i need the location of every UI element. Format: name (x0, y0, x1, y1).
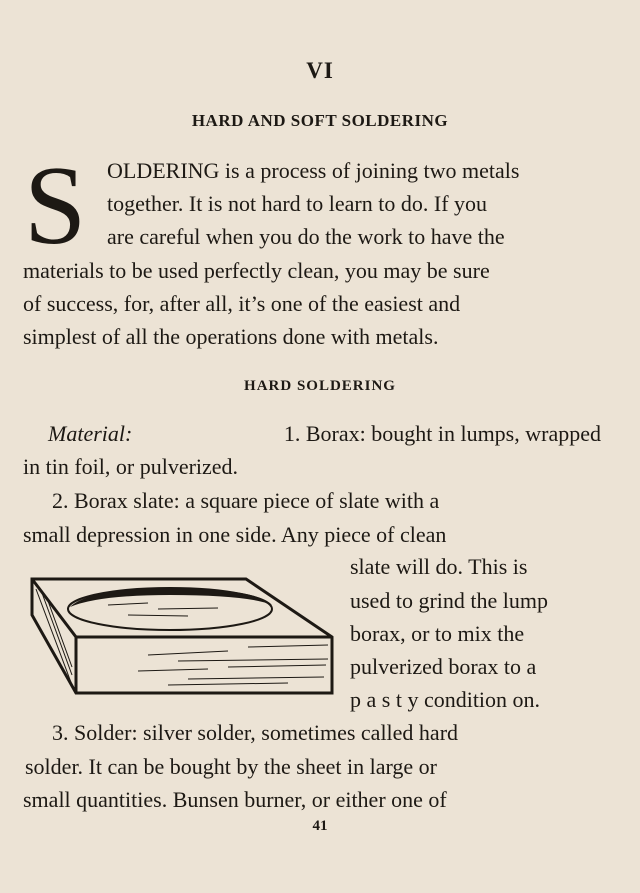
intro-line-text: are careful when you do the work to have the (107, 224, 505, 249)
section-heading: HARD SOLDERING (244, 378, 396, 394)
intro-line-6 (23, 320, 601, 353)
wrap-line-3 (350, 617, 601, 650)
wrap-line-4 (350, 650, 601, 683)
item-1-text: 1. Borax: bought in lumps, wrapped (283, 421, 601, 446)
drop-cap: S (24, 144, 87, 268)
section-line-text: small depression in one side. Any piece of clean (23, 522, 447, 547)
wrap-line-text: p a s t y condition on. (350, 687, 541, 712)
intro-line-text: OLDERING is a process of joining two metals (107, 158, 520, 183)
page-number: 41 (312, 818, 328, 834)
borax-slate-figure (28, 575, 336, 695)
intro-line-2 (107, 187, 601, 220)
intro-line-5 (23, 287, 601, 320)
after-line-1 (52, 716, 601, 749)
intro-line-1 (107, 154, 601, 187)
section-line-2 (23, 450, 601, 483)
section-line-text: in tin foil, or pulverized. (23, 454, 239, 479)
borax-slate-illustration (28, 575, 336, 695)
intro-line-3 (107, 220, 601, 253)
after-line-text: small quantities. Bunsen burner, or either one of (23, 787, 447, 812)
after-line-3 (23, 783, 601, 816)
wrap-line-2 (350, 584, 601, 617)
wrap-line-text: pulverized borax to a (350, 654, 537, 679)
after-line-2 (25, 750, 601, 783)
item-2-text: 2. Borax slate: a square piece of slate with a (52, 488, 440, 513)
wrap-line-1 (350, 550, 601, 583)
intro-line-text: materials to be used perfectly clean, you may be sure (23, 258, 490, 283)
intro-line-text: of success, for, after all, it’s one of the easiest and (23, 291, 461, 316)
intro-line-text: simplest of all the operations done with metals. (23, 324, 439, 349)
wrap-line-5 (350, 683, 601, 716)
chapter-number: VI (306, 58, 334, 83)
item-3-text: 3. Solder: silver solder, sometimes called hard (52, 720, 459, 745)
section-line-3 (52, 484, 601, 517)
wrap-line-text: used to grind the lump (350, 588, 548, 613)
section-line-4 (23, 518, 601, 551)
material-line (48, 417, 601, 450)
wrap-line-text: borax, or to mix the (350, 621, 525, 646)
intro-line-text: together. It is not hard to learn to do. If you (107, 191, 488, 216)
intro-line-4 (23, 254, 601, 287)
material-label: Material: (48, 421, 133, 446)
chapter-title: HARD AND SOFT SOLDERING (191, 111, 449, 130)
wrap-line-text: slate will do. This is (350, 554, 528, 579)
after-line-text: solder. It can be bought by the sheet in large or (25, 754, 437, 779)
